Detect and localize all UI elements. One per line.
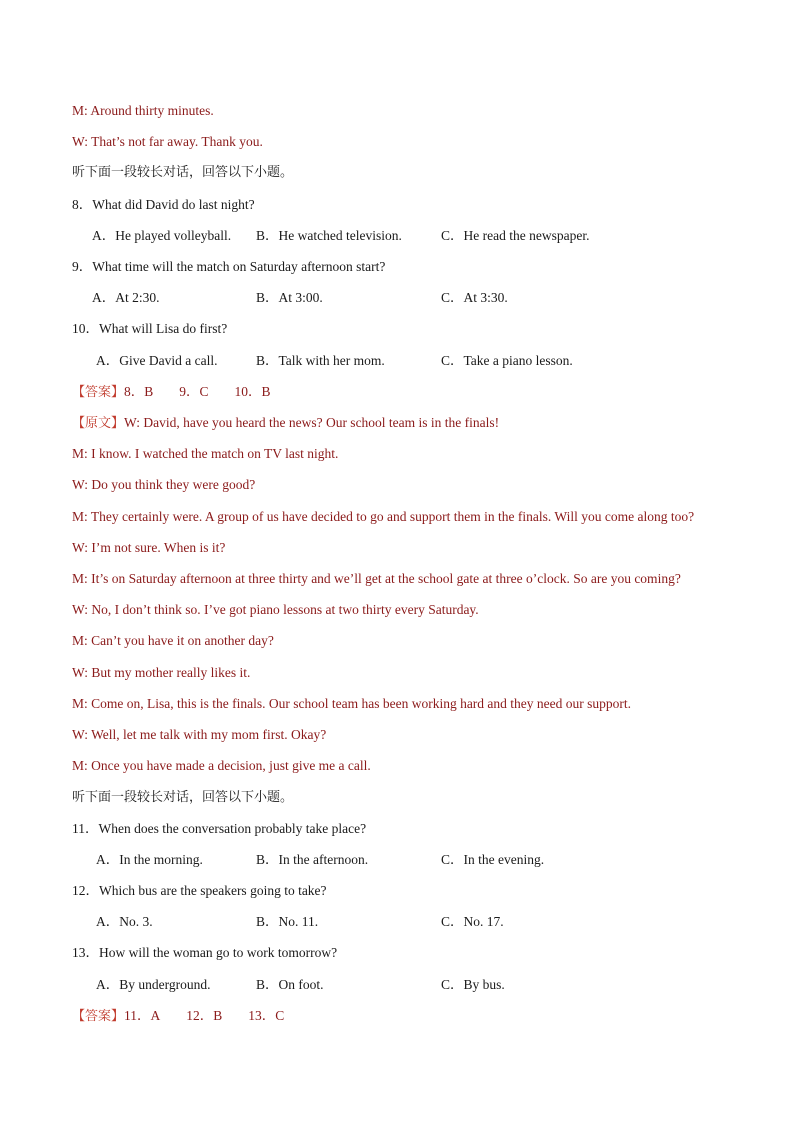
answer-line xyxy=(72,1007,284,1026)
question-8-option-c: C．He read the newspaper. xyxy=(441,228,590,243)
question-11-stem: 11．When does the conversation probably take place? xyxy=(72,821,367,836)
section-instruction: 听下面一段较长对话，回答以下小题。 xyxy=(72,790,294,805)
question-13-option-a: A．By underground. xyxy=(96,977,211,992)
answer-tag: 【答案】 xyxy=(72,1009,125,1024)
question-10-stem: 10．What will Lisa do first? xyxy=(72,321,228,336)
question-8-stem: 8．What did David do last night? xyxy=(72,197,255,212)
question-13-option-b: B．On foot. xyxy=(256,977,324,992)
transcript-line: M: Once you have made a decision, just give me a call. xyxy=(72,758,371,773)
question-13-stem: 13．How will the woman go to work tomorrow? xyxy=(72,945,338,960)
question-10-option-a: A．Give David a call. xyxy=(96,353,218,368)
question-11-option-c: C．In the evening. xyxy=(441,852,545,867)
question-9-option-c: C．At 3:30. xyxy=(441,290,508,305)
question-9-option-a: A．At 2:30. xyxy=(92,290,160,305)
question-12-stem: 12．Which bus are the speakers going to take? xyxy=(72,883,327,898)
question-12-option-b: B．No. 11. xyxy=(256,914,319,929)
question-11-option-b: B．In the afternoon. xyxy=(256,852,369,867)
transcript-line: W: David, have you heard the news? Our school team is in the finals! xyxy=(124,415,500,430)
answer-item: 12．B xyxy=(186,1008,223,1023)
question-11-option-a: A．In the morning. xyxy=(96,852,203,867)
question-9-stem: 9．What time will the match on Saturday afternoon start? xyxy=(72,259,386,274)
question-10-option-c: C．Take a piano lesson. xyxy=(441,353,573,368)
answer-item: 8．B xyxy=(124,384,154,399)
transcript-line: W: Well, let me talk with my mom first. Okay? xyxy=(72,727,327,742)
question-10-option-b: B．Talk with her mom. xyxy=(256,353,385,368)
dialogue-line: W: That’s not far away. Thank you. xyxy=(72,134,263,149)
dialogue-line: M: Around thirty minutes. xyxy=(72,103,214,118)
transcript-line: W: Do you think they were good? xyxy=(72,477,256,492)
answer-tag: 【答案】 xyxy=(72,385,125,400)
transcript-line: M: Can’t you have it on another day? xyxy=(72,633,274,648)
answer-item: 9．C xyxy=(179,384,209,399)
transcript-line: W: No, I don’t think so. I’ve got piano lessons at two thirty every Saturday. xyxy=(72,602,479,617)
answer-item: 13．C xyxy=(248,1008,285,1023)
answer-line xyxy=(72,383,271,402)
answer-item: 10．B xyxy=(234,384,271,399)
transcript-line: M: I know. I watched the match on TV last night. xyxy=(72,446,339,461)
question-8-option-b: B．He watched television. xyxy=(256,228,402,243)
transcript-line: M: Come on, Lisa, this is the finals. Our school team has been working hard and they need our support. xyxy=(72,696,632,711)
answer-item: 11．A xyxy=(124,1008,161,1023)
transcript-line: W: I’m not sure. When is it? xyxy=(72,540,226,555)
transcript-line: M: They certainly were. A group of us have decided to go and support them in the finals. Will you come along too? xyxy=(72,509,695,524)
transcript-line: M: It’s on Saturday afternoon at three thirty and we’ll get at the school gate at three o’clock. So are you coming? xyxy=(72,571,681,586)
question-12-option-a: A．No. 3. xyxy=(96,914,153,929)
transcript-tag: 【原文】 xyxy=(72,416,125,431)
transcript-first-line xyxy=(72,414,499,433)
question-13-option-c: C．By bus. xyxy=(441,977,505,992)
transcript-line: W: But my mother really likes it. xyxy=(72,665,251,680)
question-8-option-a: A．He played volleyball. xyxy=(92,228,232,243)
question-9-option-b: B．At 3:00. xyxy=(256,290,323,305)
section-instruction: 听下面一段较长对话，回答以下小题。 xyxy=(72,165,294,180)
question-12-option-c: C．No. 17. xyxy=(441,914,504,929)
